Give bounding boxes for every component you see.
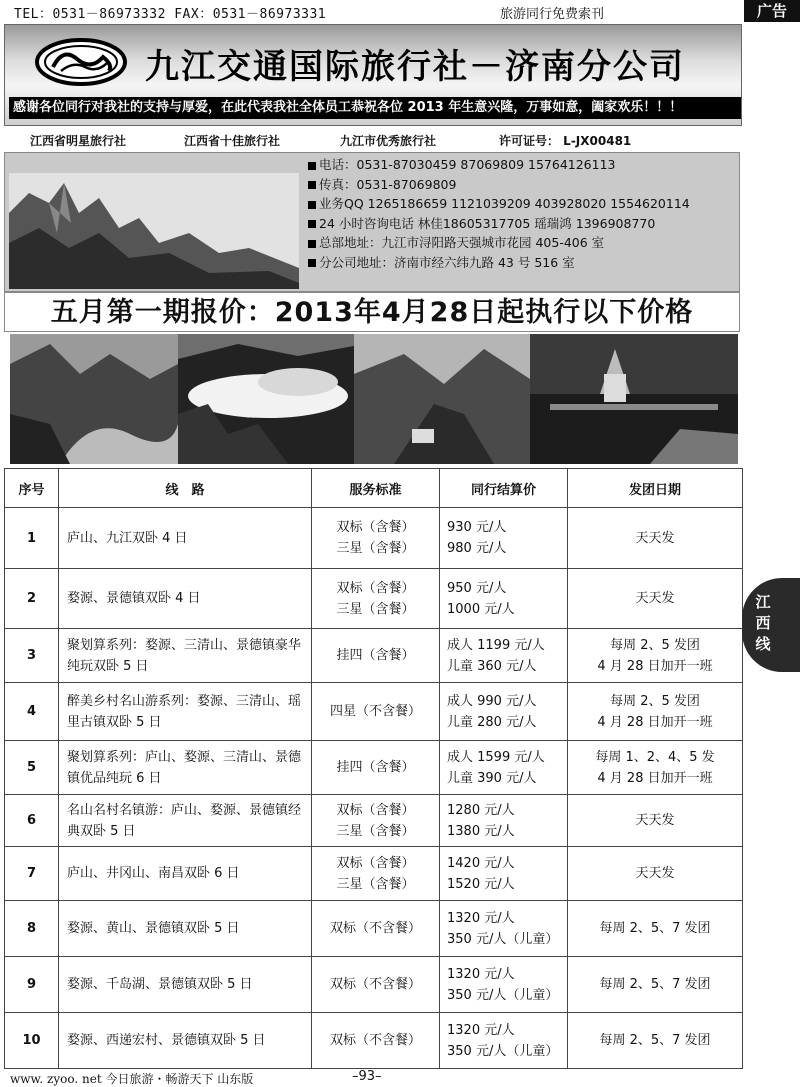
row-date — [568, 1013, 743, 1069]
page-footer — [0, 1068, 800, 1086]
row-price-line: 1520 元/人 — [447, 876, 515, 892]
row-price-line: 350 元/人（儿童） — [447, 931, 559, 947]
info-branch-address: 分公司地址：济南市经六纬九路 43 号 516 室 — [308, 253, 690, 273]
row-price-line: 1380 元/人 — [447, 823, 515, 839]
row-route: 婺源、西递宏村、景德镇双卧 5 日 — [59, 1013, 312, 1069]
row-price-line: 成人 1599 元/人 — [447, 749, 545, 765]
row-standard-line: 三星（含餐） — [336, 541, 415, 556]
company-name: 九江交通国际旅行社－济南分公司 — [145, 47, 685, 87]
honors-row — [4, 126, 740, 153]
row-standard — [312, 569, 440, 629]
row-date-line: 每周 2、5、7 发团 — [599, 921, 711, 936]
info-qq: 业务QQ 1265186659 1121039209 403928020 1554620114 — [308, 194, 690, 214]
table-row — [5, 957, 743, 1013]
table-row — [5, 795, 743, 847]
row-date-line: 每周 2、5 发团 — [610, 693, 700, 709]
row-number: 3 — [5, 629, 59, 683]
sea-of-clouds-photo — [178, 334, 354, 464]
row-number: 8 — [5, 901, 59, 957]
info-phone: 电话：0531-87030459 87069809 15764126113 — [308, 155, 690, 175]
top-strip — [0, 0, 800, 22]
row-standard — [312, 957, 440, 1013]
free-index-label: 旅游同行免费索刊 — [500, 7, 605, 22]
row-number: 2 — [5, 569, 59, 629]
jiangxi-route-tab — [742, 578, 800, 672]
row-date-line: 天天发 — [635, 813, 675, 828]
row-date — [568, 683, 743, 741]
row-price — [440, 569, 568, 629]
header-route: 线 路 — [59, 469, 312, 508]
row-price — [440, 847, 568, 901]
header-price: 同行结算价 — [440, 469, 568, 508]
row-standard-line: 三星（含餐） — [336, 876, 415, 892]
row-price-line: 950 元/人 — [447, 580, 507, 596]
row-price-line: 儿童 360 元/人 — [447, 658, 537, 674]
contact-info-block — [4, 152, 740, 292]
pavilion-night-photo — [530, 334, 738, 464]
page-number: –93– — [352, 1069, 382, 1084]
row-standard — [312, 847, 440, 901]
table-header-row — [5, 469, 743, 508]
row-standard-line: 双标（不含餐） — [329, 977, 421, 992]
row-price-line: 1320 元/人 — [447, 1022, 515, 1038]
row-standard-line: 双标（含餐） — [336, 802, 415, 818]
honor-excellent: 九江市优秀旅行社 — [340, 134, 437, 148]
row-date — [568, 847, 743, 901]
mountain-pass-photo — [354, 334, 530, 464]
row-standard — [312, 1013, 440, 1069]
row-date — [568, 901, 743, 957]
info-fax: 传真：0531-87069809 — [308, 175, 690, 195]
row-date-line: 天天发 — [635, 530, 675, 546]
row-date — [568, 741, 743, 795]
row-date-line: 4 月 28 日加开一班 — [597, 658, 713, 674]
footer-site: www. zyoo. net 今日旅游・畅游天下 山东版 — [10, 1072, 254, 1086]
honor-star-agency: 江西省明星旅行社 — [30, 134, 127, 148]
row-price — [440, 901, 568, 957]
mountain-photo — [9, 173, 299, 289]
row-date-line: 4 月 28 日加开一班 — [597, 770, 713, 786]
row-date-line: 4 月 28 日加开一班 — [597, 714, 713, 730]
header-standard: 服务标准 — [312, 469, 440, 508]
row-number: 5 — [5, 741, 59, 795]
row-standard-line: 四星（不含餐） — [329, 704, 421, 719]
price-title: 五月第一期报价：2013年4月28日起执行以下价格 — [4, 292, 740, 332]
row-price-line: 1320 元/人 — [447, 966, 515, 982]
tel-fax-line: TEL：0531－86973332 FAX：0531－86973331 — [14, 7, 327, 22]
lake-valley-photo — [10, 334, 178, 464]
row-date — [568, 569, 743, 629]
row-standard-line: 挂四（含餐） — [336, 648, 415, 663]
row-route: 名山名村名镇游：庐山、婺源、景德镇经典双卧 5 日 — [59, 795, 312, 847]
row-standard-line: 三星（含餐） — [336, 601, 415, 617]
row-price-line: 成人 990 元/人 — [447, 693, 537, 709]
row-standard-line: 双标（不含餐） — [329, 921, 421, 936]
table-row — [5, 901, 743, 957]
row-date — [568, 957, 743, 1013]
row-price-line: 350 元/人（儿童） — [447, 1043, 559, 1059]
honor-top-ten: 江西省十佳旅行社 — [184, 134, 281, 148]
row-price-line: 980 元/人 — [447, 541, 507, 556]
row-date — [568, 795, 743, 847]
info-hotline: 24 小时咨询电话 林佳18605317705 瑶瑞鸿 1396908770 — [308, 214, 690, 234]
table-row — [5, 569, 743, 629]
row-price-line: 儿童 280 元/人 — [447, 714, 537, 730]
license-number: 许可证号： L-JX00481 — [499, 134, 632, 148]
row-price-line: 1000 元/人 — [447, 601, 515, 617]
table-row — [5, 629, 743, 683]
header-no: 序号 — [5, 469, 59, 508]
row-route: 聚划算系列：婺源、三清山、景德镇豪华纯玩双卧 5 日 — [59, 629, 312, 683]
table-row — [5, 1013, 743, 1069]
row-standard-line: 双标（含餐） — [336, 520, 415, 535]
row-route: 庐山、九江双卧 4 日 — [59, 508, 312, 569]
row-number: 6 — [5, 795, 59, 847]
row-standard — [312, 629, 440, 683]
table-row — [5, 508, 743, 569]
row-price — [440, 508, 568, 569]
row-route: 婺源、千岛湖、景德镇双卧 5 日 — [59, 957, 312, 1013]
row-price — [440, 1013, 568, 1069]
greeting-strip: 感谢各位同行对我社的支持与厚爱，在此代表我社全体员工恭祝各位 2013 年生意兴隆，万事如意，阖家欢乐！！！ — [9, 97, 741, 119]
row-date — [568, 629, 743, 683]
row-price — [440, 957, 568, 1013]
info-hq-address: 总部地址：九江市浔阳路天强城市花园 405-406 室 — [308, 233, 690, 253]
row-standard-line: 双标（不含餐） — [329, 1033, 421, 1048]
row-date-line: 天天发 — [635, 866, 675, 881]
row-standard — [312, 795, 440, 847]
row-standard — [312, 741, 440, 795]
row-number: 1 — [5, 508, 59, 569]
row-route: 庐山、井冈山、南昌双卧 6 日 — [59, 847, 312, 901]
row-price-line: 儿童 390 元/人 — [447, 770, 537, 786]
row-price — [440, 629, 568, 683]
scenic-photo-strip — [4, 332, 740, 466]
row-route: 醉美乡村名山游系列：婺源、三清山、瑶里古镇双卧 5 日 — [59, 683, 312, 741]
row-number: 7 — [5, 847, 59, 901]
row-standard-line: 双标（含餐） — [336, 580, 415, 596]
row-standard-line: 三星（含餐） — [336, 823, 415, 839]
row-route: 婺源、黄山、景德镇双卧 5 日 — [59, 901, 312, 957]
company-banner — [4, 24, 742, 126]
row-date-line: 每周 2、5、7 发团 — [599, 1033, 711, 1048]
row-standard — [312, 683, 440, 741]
row-standard — [312, 901, 440, 957]
row-standard-line: 双标（含餐） — [336, 855, 415, 871]
ad-badge: 广告 — [744, 0, 800, 22]
row-date — [568, 508, 743, 569]
row-standard-line: 挂四（含餐） — [336, 760, 415, 775]
row-price-line: 1320 元/人 — [447, 910, 515, 926]
row-date-line: 每周 2、5、7 发团 — [599, 977, 711, 992]
row-number: 10 — [5, 1013, 59, 1069]
table-row — [5, 683, 743, 741]
side-tab-label: 江西线 — [755, 593, 771, 653]
header-date: 发团日期 — [568, 469, 743, 508]
row-price — [440, 683, 568, 741]
row-price-line: 1280 元/人 — [447, 802, 515, 818]
row-date-line: 每周 2、5 发团 — [610, 637, 700, 653]
row-number: 9 — [5, 957, 59, 1013]
row-price — [440, 795, 568, 847]
row-number: 4 — [5, 683, 59, 741]
row-date-line: 天天发 — [635, 591, 675, 606]
table-row — [5, 847, 743, 901]
price-table — [4, 468, 743, 1069]
row-route: 聚划算系列：庐山、婺源、三清山、景德镇优品纯玩 6 日 — [59, 741, 312, 795]
row-standard — [312, 508, 440, 569]
company-logo — [33, 37, 129, 87]
row-price-line: 成人 1199 元/人 — [447, 637, 545, 653]
row-price — [440, 741, 568, 795]
row-date-line: 每周 1、2、4、5 发 — [595, 749, 715, 765]
row-price-line: 350 元/人（儿童） — [447, 987, 559, 1003]
row-route: 婺源、景德镇双卧 4 日 — [59, 569, 312, 629]
table-row — [5, 741, 743, 795]
row-price-line: 930 元/人 — [447, 520, 507, 535]
row-price-line: 1420 元/人 — [447, 855, 515, 871]
